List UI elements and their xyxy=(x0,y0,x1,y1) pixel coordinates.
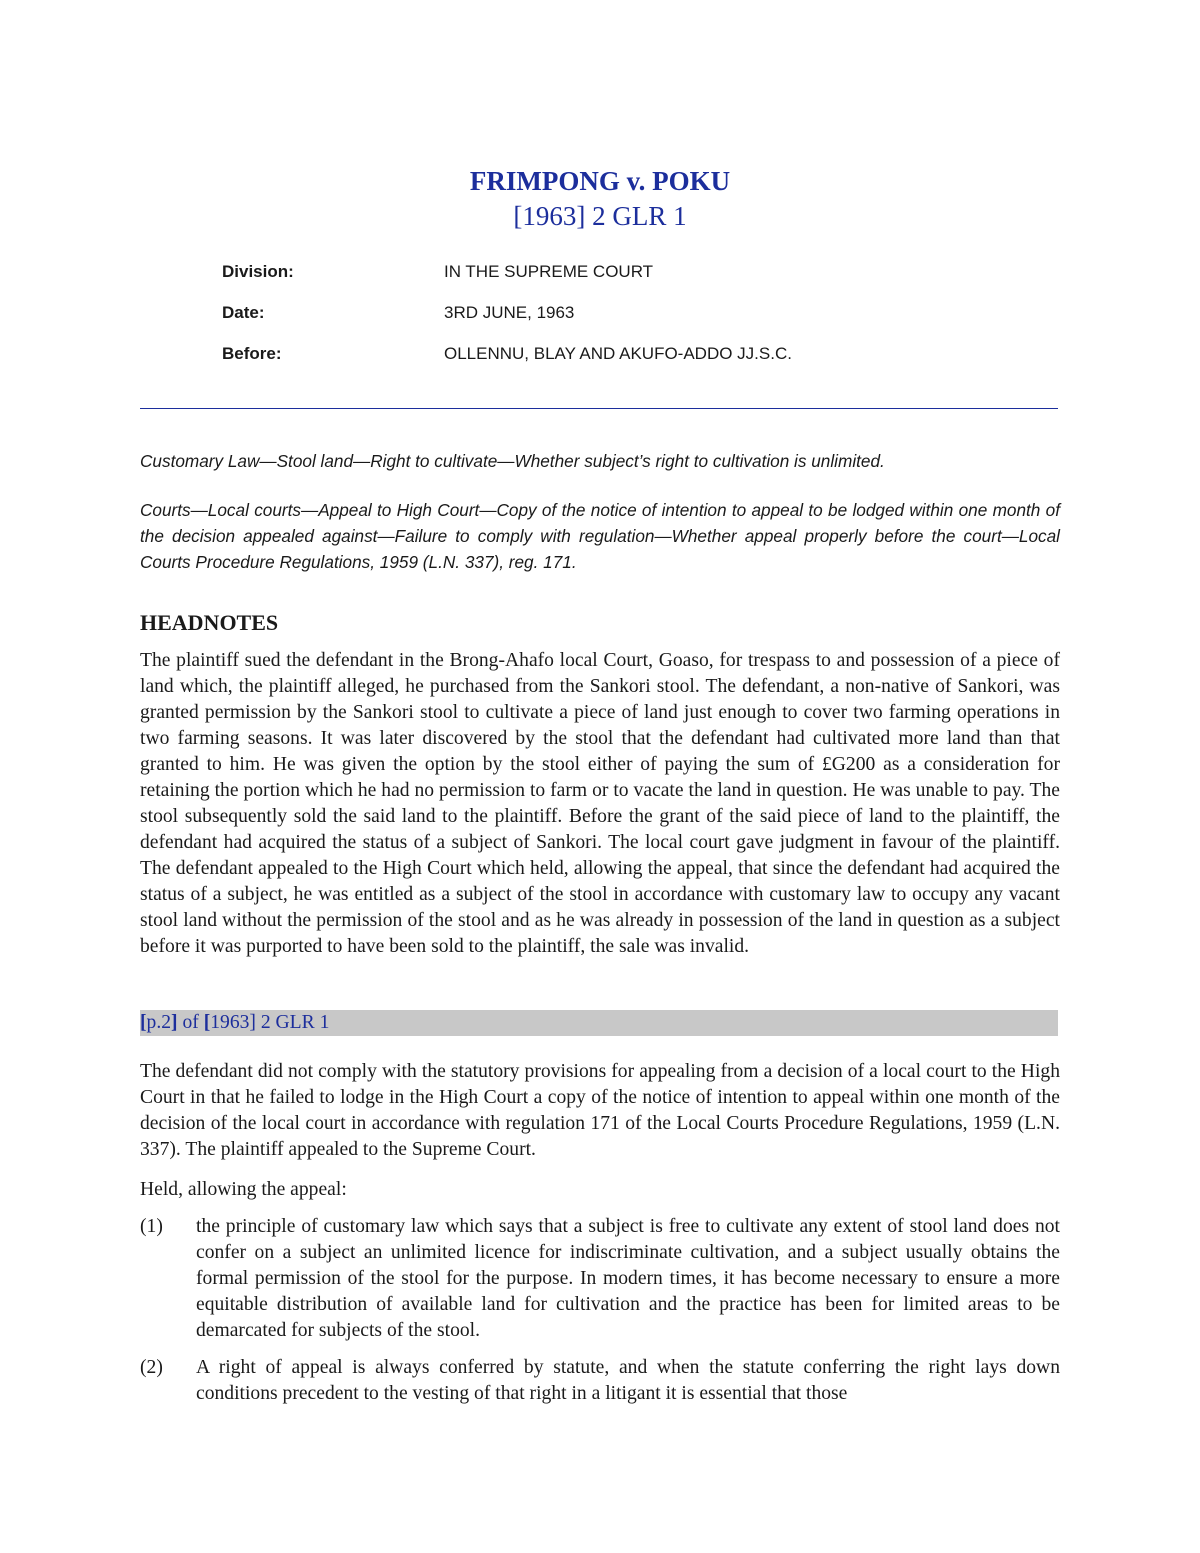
page-marker-cite-rest: ] 2 GLR 1 xyxy=(249,1012,330,1033)
headnote-paragraph: The plaintiff sued the defendant in the Brong-Ahafo local Court, Goaso, for trespass to and possession of a piece of land which, the plaintiff alleged, he purchased from the Sankori stool. The defendant, a non-native of Sankori, was granted permission by the Sankori stool to cultivate a piece of land just enough to cover two farming operations in two farming seasons. It was later discovered by the stool that the defendant had cultivated more land than that granted to him. He was given the option by the stool either of paying the sum of £G200 as a consideration for retaining the portion which he had no permission to farm or to vacate the land in question. He was unable to pay. The stool subsequently sold the said land to the plaintiff. Before the grant of the said piece of land to the plaintiff, the defendant had acquired the status of a subject of Sankori. The local court gave judgment in favour of the plaintiff. The defendant appealed to the High Court which held, allowing the appeal, that since the defendant had acquired the status of a subject, he was entitled as a subject of the stool in accordance with customary law to occupy any vacant stool land without the permission of the stool and as he was already in possession of the land in question as a subject before it was purported to have been sold to the plaintiff, the sale was invalid. xyxy=(140,650,1060,957)
case-citation: [1963] 2 GLR 1 xyxy=(513,201,687,231)
page-marker-cite: 1963 xyxy=(210,1012,250,1033)
held-item-text: the principle of customary law which says that a subject is free to cultivate any extent of stool land does not confer on a subject an unlimited licence for indiscriminate cultivation, and a subject usually obtains the formal permission of the stool for the purpose. In modern times, it has become necessary to ensure a more equitable distribution of available land for cultivation and the practice has been for limited areas to be demarcated for subjects of the stool. xyxy=(196,1216,1060,1341)
meta-label: Date: xyxy=(222,303,265,322)
held-item-number: (2) xyxy=(140,1357,163,1378)
bracket: [ xyxy=(140,1012,147,1033)
meta-label: Division: xyxy=(222,262,294,281)
catchwords-2: Courts—Local courts—Appeal to High Court—Copy of the notice of intention to appeal to be lodged within one month of the decision appealed against—Failure to comply with regulation—Whether appeal properly before the court—Local Courts Procedure Regulations, 1959 (L.N. 337), reg. 171. xyxy=(140,500,1060,572)
held-intro: Held, allowing the appeal: xyxy=(140,1179,347,1200)
held-item-number: (1) xyxy=(140,1216,163,1237)
held-item-text: A right of appeal is always conferred by statute, and when the statute conferring the right lays down conditions precedent to the vesting of that right in a litigant it is essential that those xyxy=(196,1357,1060,1404)
page-marker xyxy=(140,1010,1058,1036)
meta-value: OLLENNU, BLAY AND AKUFO-ADDO JJ.S.C. xyxy=(444,344,792,363)
divider xyxy=(140,408,1058,409)
meta-value: 3RD JUNE, 1963 xyxy=(444,303,575,322)
meta-value: IN THE SUPREME COURT xyxy=(444,262,654,281)
bracket: ] xyxy=(171,1012,178,1033)
meta-label: Before: xyxy=(222,344,282,363)
page-number-link[interactable]: p.2 xyxy=(146,1012,172,1033)
headnote-paragraph: The defendant did not comply with the statutory provisions for appealing from a decision of a local court to the High Court in that he failed to lodge in the High Court a copy of the notice of intention to appeal within one month of the decision of the local court in accordance with regulation 171 of the Local Courts Procedure Regulations, 1959 (L.N. 337). The plaintiff appealed to the Supreme Court. xyxy=(140,1061,1060,1160)
headnotes-heading: HEADNOTES xyxy=(140,610,279,635)
page-marker-of: of xyxy=(177,1012,204,1033)
catchwords-1: Customary Law—Stool land—Right to cultivate—Whether subject’s right to cultivation is unlimited. xyxy=(140,451,885,471)
case-title: FRIMPONG v. POKU xyxy=(469,166,731,196)
bracket: [ xyxy=(203,1012,211,1033)
